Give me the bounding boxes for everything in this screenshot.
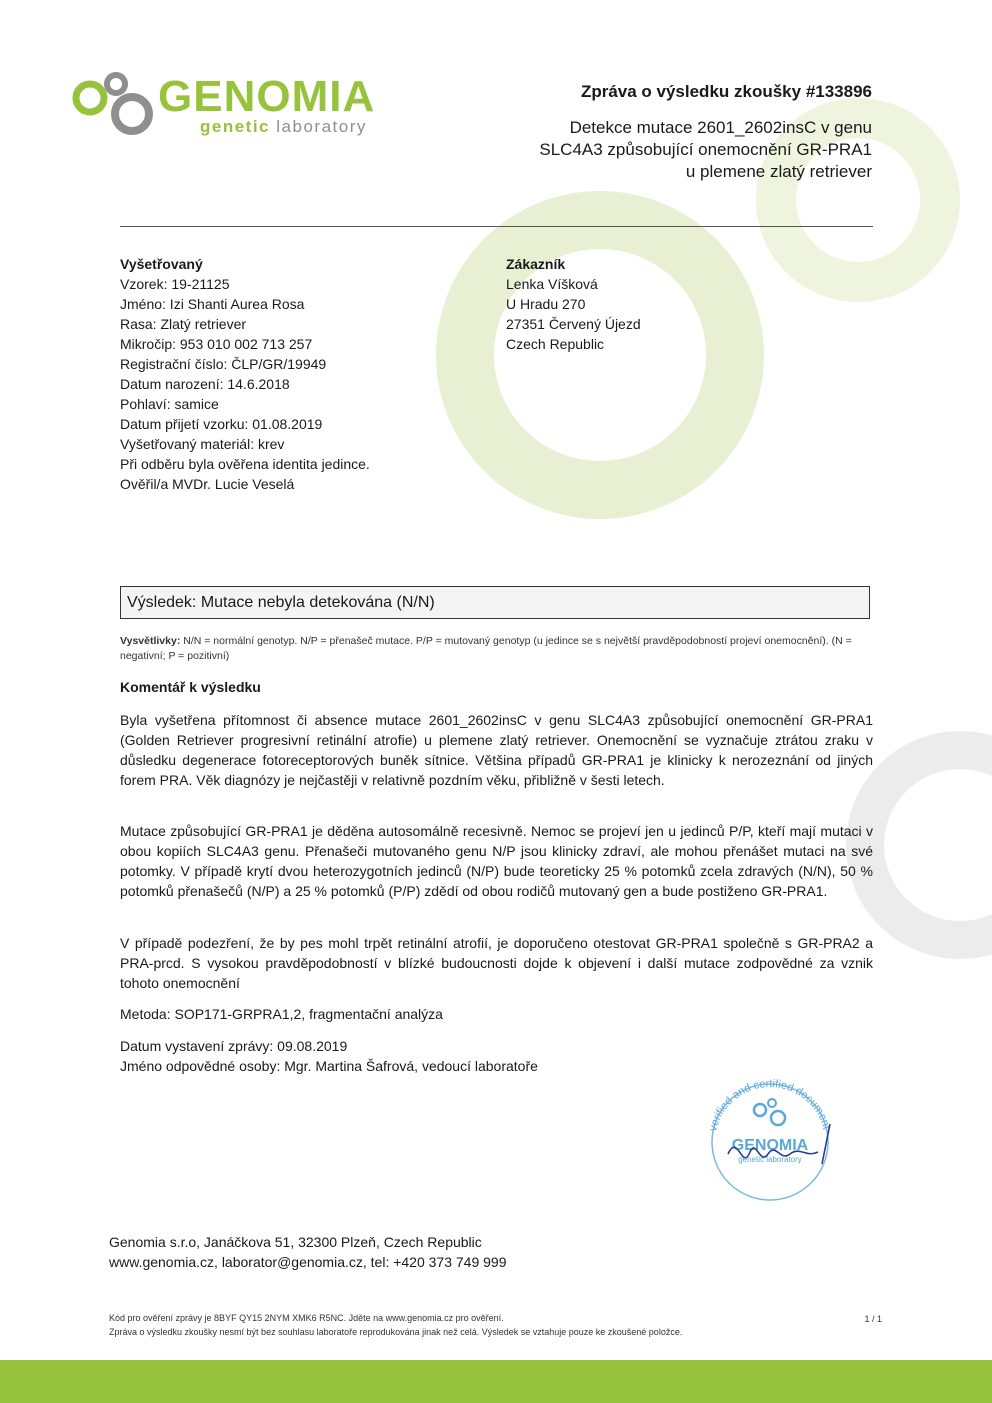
footer-contact: www.genomia.cz, laborator@genomia.cz, tel: +420 373 749 999 bbox=[109, 1254, 507, 1270]
page-number: 1 / 1 bbox=[864, 1314, 882, 1324]
legend-text: N/N = normální genotyp. N/P = přenašeč mutace. P/P = mutovaný genotyp (u jedince se s největší pravděpodobností projeví onemocnění). (N = negativní; P = pozitivní) bbox=[120, 635, 852, 662]
comment-paragraph: V případě podezření, že by pes mohl trpět retinální atrofií, je doporučeno otestovat GR-PRA1 společně s GR-PRA2 a PRA-prcd. S vysokou pravděpodobností v blízké budoucnosti dojde k objevení i další mutace zodpovědné za vznik tohoto onemocnění bbox=[120, 935, 873, 991]
sample-line: Vzorek: 19-21125 bbox=[120, 276, 230, 292]
footer-address: Genomia s.r.o, Janáčkova 51, 32300 Plzeň, Czech Republic bbox=[109, 1234, 482, 1250]
brand-name: GENOMIA bbox=[158, 72, 376, 121]
microchip-line: Mikročip: 953 010 002 713 257 bbox=[120, 336, 313, 352]
responsible-person-line: Jméno odpovědné osoby: Mgr. Martina Šafrová, vedoucí laboratoře bbox=[120, 1058, 538, 1074]
customer-name: Lenka Víšková bbox=[506, 276, 598, 292]
subtitle-line: SLC4A3 způsobující onemocnění GR-PRA1 bbox=[539, 140, 872, 159]
birthdate-line: Datum narození: 14.6.2018 bbox=[120, 376, 290, 392]
customer-country: Czech Republic bbox=[506, 336, 605, 352]
stamp-ring-text: verified and certified document bbox=[707, 1077, 833, 1133]
legend bbox=[120, 634, 870, 664]
verified-by-line: Ověřil/a MVDr. Lucie Veselá bbox=[120, 476, 295, 492]
stamp-brand: GENOMIA bbox=[731, 1137, 809, 1154]
subtitle-line: u plemene zlatý retriever bbox=[685, 162, 872, 181]
comment-paragraph: Byla vyšetřena přítomnost či absence mutace 2601_2602insC v genu SLC4A3 způsobující onemocnění GR-PRA1 (Golden Retriever progresivní retinální atrofie) u plemene zlatý retriever. Onemocnění se vyznačuje ztrátou zraku v důsledku degenerace fotoreceptorových buněk sítnice. Většina případů GR-PRA1 je klinicky k nerozeznání od jiných forem PRA. Věk diagnózy je nejčastěji v relativně pozdním věku, přibližně v šesti letech. bbox=[120, 712, 873, 788]
brand-subtitle bbox=[200, 117, 367, 137]
certification-stamp bbox=[690, 1062, 850, 1202]
method-line: Metoda: SOP171-GRPRA1,2, fragmentační analýza bbox=[120, 1006, 443, 1022]
comment-paragraph: Mutace způsobující GR-PRA1 je děděna autosomálně recesivně. Nemoc se projeví jen u jedinců P/P, kteří mají mutaci v obou kopiích SLC4A3 genu. Přenašeči mutovaného genu N/P jsou klinicky zdraví, ale mohou přenášet mutaci na své potomky. V případě krytí dvou heterozygotních jedinců (N/P) bude teoreticky 25 % potomků zcela zdravých (N/N), 50 % potomků přenašečů (N/P) a 25 % potomků (P/P) zdědí od obou rodičů mutovaný gen a bude postiženo GR-PRA1. bbox=[120, 823, 873, 899]
customer-heading: Zákazník bbox=[506, 256, 566, 272]
identity-line: Při odběru byla ověřena identita jedince. bbox=[120, 456, 370, 472]
legend-label: Vysvětlivky: bbox=[120, 635, 181, 647]
fineprint bbox=[109, 1311, 682, 1339]
result-box bbox=[120, 586, 870, 619]
name-line: Jméno: Izi Shanti Aurea Rosa bbox=[120, 296, 305, 312]
comment-heading: Komentář k výsledku bbox=[120, 679, 261, 695]
brand-sub-genetic: genetic bbox=[200, 117, 271, 136]
customer-street: U Hradu 270 bbox=[506, 296, 586, 312]
header-divider bbox=[120, 226, 873, 227]
customer-section bbox=[506, 254, 806, 354]
breed-line: Rasa: Zlatý retriever bbox=[120, 316, 247, 332]
examined-heading: Vyšetřovaný bbox=[120, 256, 203, 272]
genomia-logo-icon bbox=[70, 70, 160, 140]
reproduction-notice: Zpráva o výsledku zkoušky nesmí být bez souhlasu laboratoře reprodukována jinak než celá. Výsledek se vztahuje pouze ke zkoušené položce. bbox=[109, 1327, 683, 1337]
result-text: Výsledek: Mutace nebyla detekována (N/N) bbox=[127, 594, 435, 611]
examined-section bbox=[120, 254, 500, 494]
footer bbox=[109, 1232, 507, 1272]
footer-green-bar bbox=[0, 1360, 992, 1403]
report-title: Zpráva o výsledku zkoušky #133896 bbox=[580, 82, 872, 101]
registration-line: Registrační číslo: ČLP/GR/19949 bbox=[120, 356, 327, 372]
received-date-line: Datum přijetí vzorku: 01.08.2019 bbox=[120, 416, 323, 432]
brand-sub-laboratory: laboratory bbox=[276, 117, 367, 136]
subtitle-line: Detekce mutace 2601_2602insC v genu bbox=[569, 118, 872, 137]
report-subtitle bbox=[452, 117, 872, 183]
verification-code-line: Kód pro ověření zprávy je 8BYF QY15 2NYM XMK6 R5NC. Jděte na www.genomia.cz pro ověření. bbox=[109, 1313, 504, 1323]
sex-line: Pohlaví: samice bbox=[120, 396, 219, 412]
material-line: Vyšetřovaný materiál: krev bbox=[120, 436, 285, 452]
stamp-sub: genetic laboratory bbox=[738, 1155, 802, 1164]
issue-date-line: Datum vystavení zprávy: 09.08.2019 bbox=[120, 1038, 348, 1054]
customer-city: 27351 Červený Újezd bbox=[506, 316, 641, 332]
